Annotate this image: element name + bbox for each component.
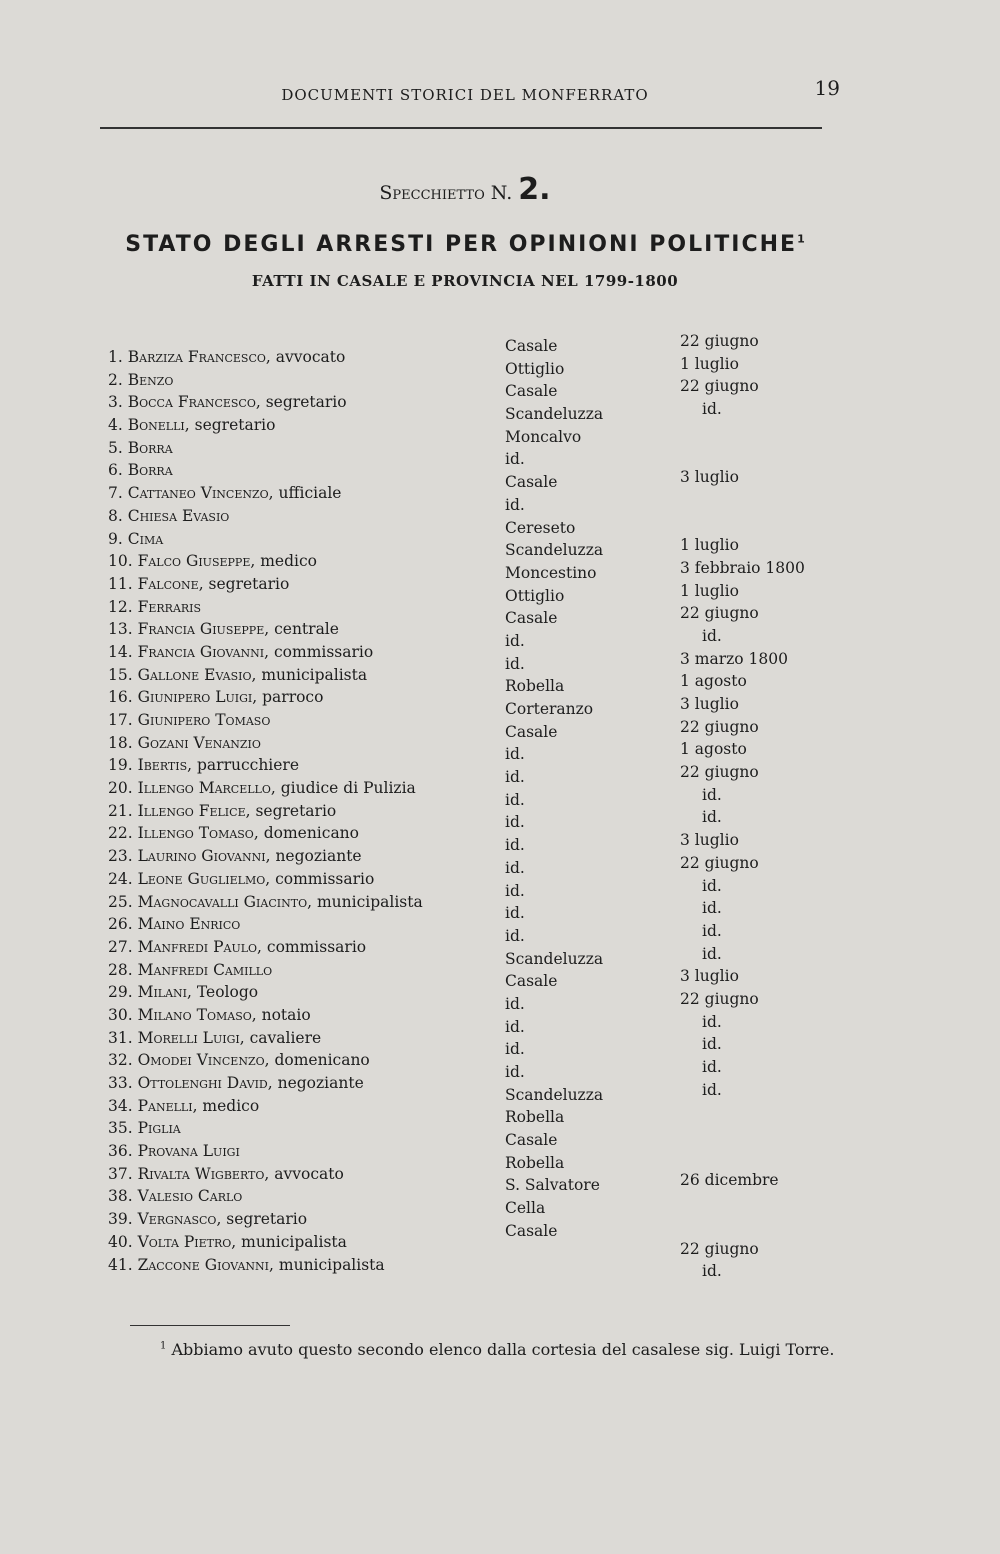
entry-row (108, 550, 508, 573)
entry-place: id. (505, 745, 525, 764)
entry-name: Bonelli (127, 416, 185, 435)
entry-name: Magnocavalli Giacinto (137, 892, 308, 911)
entry-row (108, 1163, 508, 1186)
entry-row (108, 754, 508, 777)
entry-qualification: , negoziante (267, 1074, 364, 1092)
entry-name: Illengo Felice (137, 801, 246, 820)
entry-name: Illengo Tomaso (137, 824, 254, 843)
footnote-rule (130, 1325, 290, 1326)
entry-name: Giunipero Luigi (137, 688, 253, 707)
entry-date: 22 giugno (680, 377, 759, 396)
entry-place: Robella (505, 1108, 565, 1127)
entry-date: id. (702, 400, 722, 419)
entry-place: Robella (505, 677, 565, 696)
entry-number: 15. (108, 665, 133, 684)
arrest-dates-column (680, 330, 850, 1283)
entry-row (108, 369, 508, 392)
entry-qualification: , municipalista (251, 665, 368, 684)
arrest-names-column (108, 346, 508, 1276)
entry-date: 22 giugno (680, 989, 759, 1008)
entry-number: 2. (108, 370, 123, 389)
entry-number: 23. (108, 847, 133, 866)
entry-name: Manfredi Paulo (137, 937, 258, 956)
entry-name: Maino Enrico (137, 915, 241, 934)
entry-row (108, 1185, 508, 1208)
entry-qualification: , domenicano (264, 1051, 370, 1070)
entry-place: Casale (505, 609, 558, 628)
footnote-marker: 1 (160, 1340, 167, 1352)
entry-number: 30. (108, 1005, 133, 1024)
entry-date: 22 giugno (680, 332, 759, 350)
entry-name: Barziza Francesco (127, 348, 266, 366)
entry-row (108, 822, 508, 845)
entry-number: 33. (108, 1074, 133, 1092)
entry-date: 1 luglio (680, 536, 739, 555)
entry-number: 12. (108, 597, 133, 616)
entry-name: Morelli Luigi (137, 1028, 240, 1047)
entry-date: id. (702, 944, 722, 963)
entry-qualification: , avvocato (265, 348, 346, 366)
entry-place: Casale (505, 337, 558, 355)
entry-name: Piglia (137, 1119, 181, 1138)
entry-row (108, 505, 508, 528)
entry-number: 32. (108, 1051, 133, 1070)
entry-row (108, 664, 508, 687)
entry-number: 1. (108, 348, 123, 366)
entry-name: Zaccone Giovanni (137, 1255, 270, 1274)
entry-place: id. (505, 495, 525, 514)
entry-date: 3 luglio (680, 695, 739, 713)
entry-name: Ferraris (137, 597, 202, 616)
entry-place: id. (505, 1040, 525, 1059)
entry-name: Volta Pietro (137, 1232, 232, 1251)
entry-date: 1 luglio (680, 581, 739, 600)
entry-date (680, 1147, 850, 1170)
entry-name: Falcone (137, 574, 199, 593)
entry-qualification: , segretario (255, 393, 347, 412)
entry-date: id. (702, 1012, 722, 1031)
entry-row (108, 437, 508, 460)
entry-name: Gallone Evasio (137, 665, 252, 684)
entry-number: 20. (108, 779, 133, 798)
entry-row (108, 1072, 508, 1095)
entry-place: id. (505, 654, 525, 673)
entry-row (108, 1004, 508, 1027)
entry-name: Cattaneo Vincenzo (127, 484, 269, 503)
footnote-text: Abbiamo avuto questo secondo elenco dalla cortesia del casalese sig. Luigi Torre. (171, 1340, 835, 1359)
entry-number: 29. (108, 983, 133, 1002)
entry-place: Casale (505, 1131, 558, 1150)
entry-date (680, 1124, 850, 1147)
entry-name: Valesio Carlo (137, 1187, 243, 1206)
entry-place: Moncalvo (505, 427, 582, 446)
entry-row (108, 641, 508, 664)
entry-row (108, 1095, 508, 1118)
entry-name: Milano Tomaso (137, 1005, 252, 1024)
specchietto-number: 2. (518, 172, 551, 207)
entry-row (108, 1140, 508, 1163)
entry-name: Panelli (137, 1096, 193, 1115)
entry-place: Scandeluzza (505, 541, 604, 560)
entry-name: Falco Giuseppe (137, 552, 251, 571)
entry-name: Rivalta Wigberto (137, 1164, 265, 1183)
entry-qualification: , commissario (257, 937, 367, 956)
entry-date: 3 luglio (680, 831, 739, 850)
entry-place: id. (505, 858, 525, 877)
entry-number: 7. (108, 484, 123, 503)
entry-row (108, 981, 508, 1004)
entry-place: id. (505, 790, 525, 809)
entry-number: 19. (108, 756, 133, 775)
entry-date: 3 luglio (680, 967, 739, 986)
entry-date: id. (702, 808, 722, 827)
entry-row (108, 391, 508, 414)
entry-place: id. (505, 813, 525, 832)
entry-row (108, 1231, 508, 1254)
entry-row (108, 777, 508, 800)
entry-qualification: , parroco (252, 688, 324, 707)
running-title: DOCUMENTI STORICI DEL MONFERRATO (281, 86, 649, 104)
entry-number: 38. (108, 1187, 133, 1206)
entry-date (680, 1101, 850, 1124)
entry-number: 36. (108, 1142, 133, 1161)
entry-name: Laurino Giovanni (137, 847, 266, 866)
entry-number: 37. (108, 1164, 133, 1183)
entry-qualification: , municipalista (231, 1232, 347, 1251)
entry-number: 31. (108, 1028, 133, 1047)
entry-number: 40. (108, 1232, 133, 1251)
entry-qualification: , centrale (264, 620, 339, 639)
entry-name: Ottolenghi David (137, 1074, 268, 1092)
entry-number: 21. (108, 801, 133, 820)
specchietto-label: Specchietto N. (379, 182, 513, 204)
entry-qualification: , Teologo (187, 983, 259, 1002)
document-title (0, 232, 930, 257)
entry-number: 26. (108, 915, 133, 934)
entry-row (108, 732, 508, 755)
entry-number: 16. (108, 688, 133, 707)
entry-number: 13. (108, 620, 133, 639)
entry-number: 10. (108, 552, 133, 571)
title-text: STATO DEGLI ARRESTI PER OPINIONI POLITICHE (125, 232, 798, 257)
entry-place: id. (505, 1063, 525, 1081)
entry-qualification: , segretario (184, 416, 276, 435)
header-rule (100, 127, 822, 129)
entry-row (108, 1254, 508, 1277)
entry-number: 9. (108, 529, 123, 548)
entry-row (108, 709, 508, 732)
entry-name: Cima (127, 529, 164, 548)
entry-date (680, 443, 850, 466)
entry-name: Borra (127, 461, 173, 480)
entry-number: 17. (108, 711, 133, 729)
entry-date (680, 421, 850, 444)
entry-name: Francia Giuseppe (137, 620, 265, 639)
entry-row (108, 686, 508, 709)
entry-date: id. (702, 785, 722, 804)
entry-row (108, 891, 508, 914)
entry-number: 35. (108, 1119, 133, 1138)
entry-name: Borra (127, 438, 173, 457)
entry-place: id. (505, 926, 525, 945)
entry-place: id. (505, 904, 525, 923)
entry-qualification: , commissario (265, 869, 375, 888)
entry-place: Casale (505, 972, 558, 991)
entry-date: 3 marzo 1800 (680, 649, 789, 668)
entry-row (108, 618, 508, 641)
entry-date: id. (702, 921, 722, 940)
entry-date: 22 giugno (680, 1239, 759, 1258)
entry-date: 22 giugno (680, 717, 759, 736)
entry-date (680, 1215, 850, 1238)
entry-date (680, 1192, 850, 1215)
entry-place: Robella (505, 1153, 565, 1172)
entry-row (108, 459, 508, 482)
entry-name: Omodei Vincenzo (137, 1051, 265, 1070)
entry-date: 1 agosto (680, 672, 747, 691)
entry-qualification: , negoziante (265, 847, 362, 866)
entry-qualification: , ufficiale (268, 484, 342, 503)
entry-date: 3 febbraio 1800 (680, 558, 805, 577)
entry-number: 8. (108, 506, 123, 525)
footnote (160, 1340, 880, 1359)
entry-number: 39. (108, 1210, 133, 1229)
entry-number: 28. (108, 960, 133, 979)
entry-number: 22. (108, 824, 133, 843)
entry-name: Gozani Venanzio (137, 733, 261, 752)
entry-date: id. (702, 876, 722, 895)
entry-date: id. (702, 626, 722, 645)
entry-number: 41. (108, 1255, 133, 1274)
entry-name: Benzo (127, 370, 174, 389)
entry-number: 18. (108, 733, 133, 752)
entry-place: Cella (505, 1199, 546, 1218)
entry-date: id. (702, 1058, 722, 1076)
entry-qualification: , avvocato (264, 1164, 344, 1183)
entry-date: id. (702, 1035, 722, 1054)
entry-row (108, 1049, 508, 1072)
entry-qualification: , municipalista (269, 1255, 385, 1274)
entry-row (108, 913, 508, 936)
entry-place: id. (505, 881, 525, 900)
entry-number: 11. (108, 574, 133, 593)
entry-qualification: , notaio (251, 1005, 311, 1024)
entry-place: Cereseto (505, 518, 576, 537)
arrest-places-column (505, 335, 655, 1243)
entry-qualification: , parrucchiere (187, 756, 300, 775)
document-subtitle: FATTI IN CASALE E PROVINCIA NEL 1799-1800 (251, 272, 679, 290)
entry-place: id. (505, 631, 525, 650)
entry-name: Leone Guglielmo (137, 869, 266, 888)
entry-name: Illengo Marcello (137, 779, 271, 798)
entry-place: Casale (505, 1221, 558, 1240)
entry-row (108, 573, 508, 596)
entry-place: id. (505, 994, 525, 1013)
entry-date: id. (702, 1262, 722, 1281)
entry-place: Ottiglio (505, 586, 565, 605)
entry-number: 14. (108, 642, 133, 661)
entry-number: 5. (108, 438, 123, 457)
entry-name: Ibertis (137, 756, 188, 775)
entry-number: 24. (108, 869, 133, 888)
entry-place: Scandeluzza (505, 949, 604, 968)
entry-date: 1 agosto (680, 740, 747, 759)
entry-place: id. (505, 836, 525, 855)
entry-name: Vergnasco (137, 1210, 217, 1229)
entry-place: Scandeluzza (505, 405, 604, 424)
entry-date: 22 giugno (680, 853, 759, 872)
entry-row (108, 845, 508, 868)
entry-row (108, 528, 508, 551)
entry-name: Giunipero Tomaso (137, 711, 271, 729)
entry-name: Manfredi Camillo (137, 960, 273, 979)
entry-date: 3 luglio (680, 468, 739, 487)
entry-number: 4. (108, 416, 123, 435)
entry-place: Casale (505, 382, 558, 401)
entry-date (680, 489, 850, 512)
entry-place: id. (505, 768, 525, 787)
entry-qualification: , segretario (245, 801, 337, 820)
page-number: 19 (814, 76, 840, 100)
entry-row (108, 1027, 508, 1050)
entry-number: 34. (108, 1096, 133, 1115)
entry-place: S. Salvatore (505, 1176, 600, 1195)
entry-date (680, 512, 850, 535)
entry-date: 1 luglio (680, 354, 739, 373)
entry-row (108, 800, 508, 823)
entry-number: 6. (108, 461, 123, 480)
entry-date: id. (702, 899, 722, 918)
entry-place: id. (505, 1017, 525, 1036)
title-footnote-marker: 1 (797, 232, 805, 246)
entry-row (108, 959, 508, 982)
entry-qualification: , medico (250, 552, 317, 571)
entry-qualification: , domenicano (253, 824, 359, 843)
entry-row (108, 868, 508, 891)
entry-name: Chiesa Evasio (127, 506, 230, 525)
entry-name: Provana Luigi (137, 1142, 240, 1161)
entry-qualification: , segretario (216, 1210, 308, 1229)
entry-row (108, 936, 508, 959)
entry-place: Casale (505, 722, 558, 741)
entry-row (108, 482, 508, 505)
entry-name: Bocca Francesco (127, 393, 256, 412)
entry-row (108, 1208, 508, 1231)
specchietto-heading (0, 172, 930, 207)
entry-qualification: , medico (192, 1096, 260, 1115)
entry-number: 25. (108, 892, 133, 911)
entry-place: Ottiglio (505, 359, 565, 378)
entry-place: id. (505, 450, 525, 469)
entry-row (108, 414, 508, 437)
entry-qualification: , municipalista (307, 892, 423, 911)
entry-date: 22 giugno (680, 763, 759, 782)
entry-row (108, 346, 508, 369)
entry-row (108, 596, 508, 619)
entry-qualification: , giudice di Pulizia (270, 779, 416, 798)
entry-number: 27. (108, 937, 133, 956)
entry-name: Francia Giovanni (137, 642, 265, 661)
entry-qualification: , cavaliere (239, 1028, 322, 1047)
entry-number: 3. (108, 393, 123, 412)
entry-place: Corteranzo (505, 700, 594, 718)
entry-place: Moncestino (505, 563, 597, 582)
entry-qualification: , segretario (198, 574, 290, 593)
entry-place: Scandeluzza (505, 1085, 604, 1104)
entry-row (108, 1117, 508, 1140)
entry-date: 26 dicembre (680, 1171, 779, 1190)
entry-qualification: , commissario (264, 642, 374, 661)
entry-name: Milani (137, 983, 188, 1002)
entry-date: 22 giugno (680, 604, 759, 623)
entry-place: Casale (505, 473, 558, 492)
entry-date: id. (702, 1080, 722, 1099)
